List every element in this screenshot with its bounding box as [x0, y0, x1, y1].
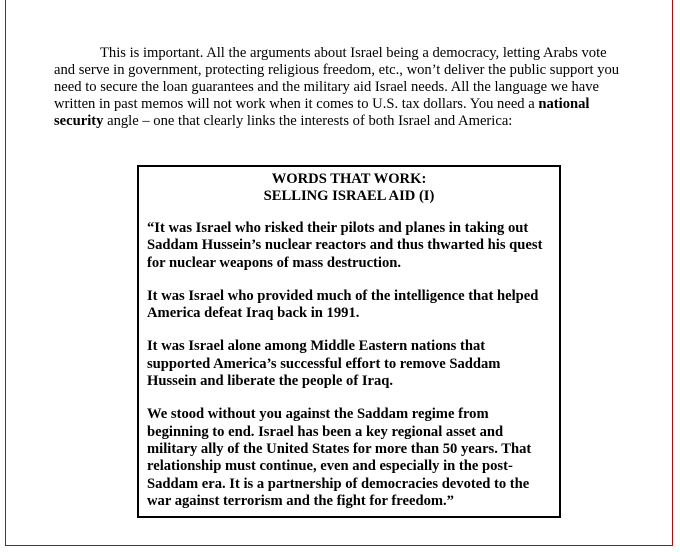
words-that-work-box [137, 165, 561, 518]
callout-paragraph-3: It was Israel alone among Middle Eastern nations that supported America’s successful effort to remove Saddam Hussein and liberate the people of Iraq. [147, 338, 501, 390]
intro-text-start: This is important. All the arguments about Israel being a democracy, letting Arabs vote and serve in government, protecting religious freedom, etc., won’t deliver the public support you need to secure the loan guarantees and the military aid Israel needs. All the language we have written in past memos will not work when it comes to U.S. tax dollars. You need a [54, 45, 620, 112]
callout-title-line-2: SELLING ISRAEL AID (I) [263, 188, 435, 204]
callout-paragraph-4: We stood without you against the Saddam regime from beginning to end. Israel has been a key regional asset and military ally of the United States for more than 50 years. That relationship must continue, even and especially in the post-Saddam era. It is a partnership of democracies devoted to the war against terrorism and the fight for freedom.” [147, 406, 532, 509]
callout-paragraph-1: “It was Israel who risked their pilots and planes in taking out Saddam Hussein’s nuclear reactors and thus thwarted his quest for nuclear weapons of mass destruction. [147, 220, 543, 271]
intro-paragraph [54, 45, 622, 130]
callout-title [147, 171, 551, 205]
callout-paragraph-2: It was Israel who provided much of the intelligence that helped America defeat Iraq back in 1991. [147, 287, 539, 322]
intro-text-end: angle – one that clearly links the interests of both Israel and America: [103, 113, 513, 129]
intro-bold-phrase: national security [54, 96, 590, 129]
callout-title-line-1: WORDS THAT WORK: [271, 171, 427, 187]
